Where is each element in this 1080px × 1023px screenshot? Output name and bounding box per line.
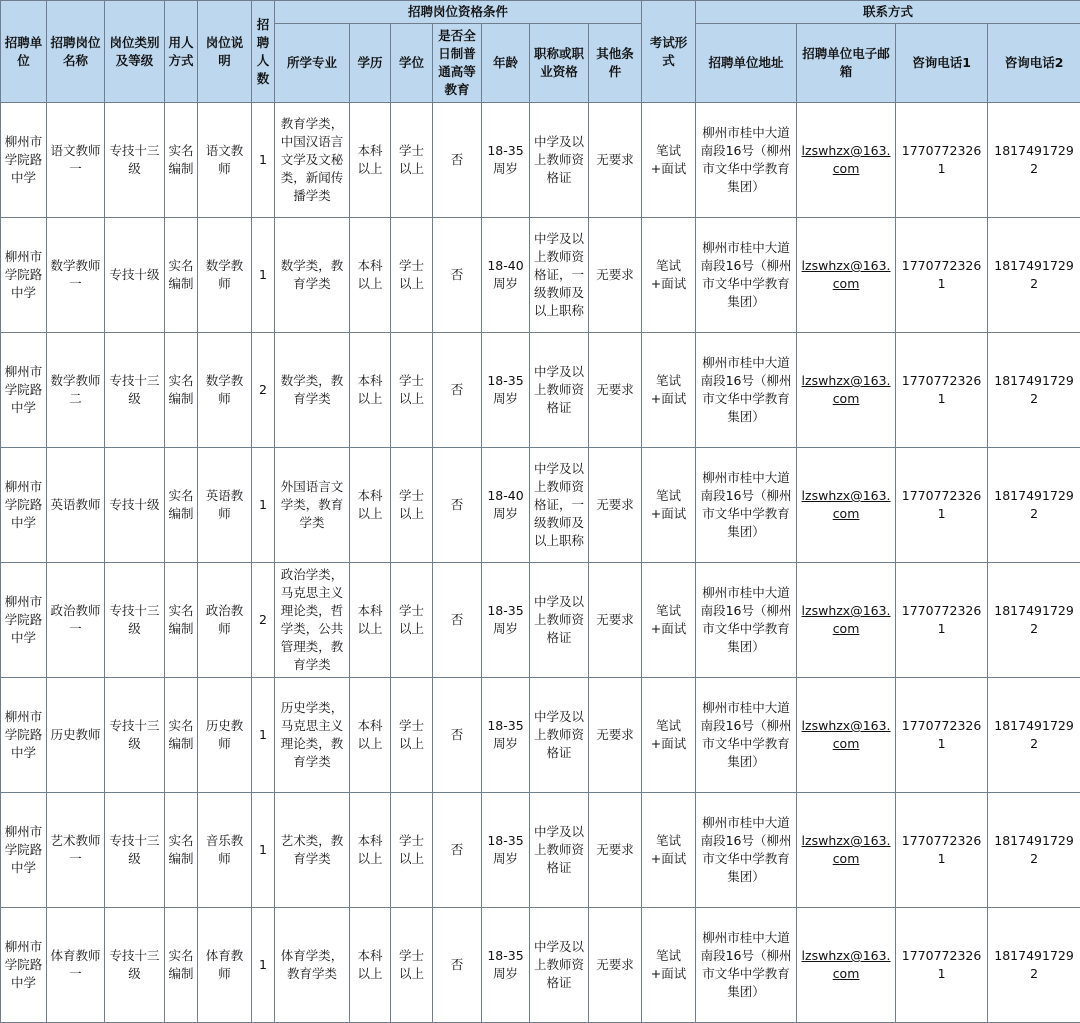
cell-exam: 笔试+面试 <box>642 563 696 678</box>
header-contact-group: 联系方式 <box>696 1 1080 24</box>
cell-desc: 数学教师 <box>198 218 252 333</box>
cell-level: 专技十三级 <box>105 103 165 218</box>
cell-address: 柳州市桂中大道南段16号（柳州市文华中学教育集团） <box>696 448 797 563</box>
header-major: 所学专业 <box>275 24 350 103</box>
cell-degree: 学士以上 <box>391 103 433 218</box>
cell-degree: 学士以上 <box>391 678 433 793</box>
cell-education: 本科以上 <box>350 678 391 793</box>
cell-position: 数学教师一 <box>47 218 105 333</box>
cell-other: 无要求 <box>589 218 642 333</box>
cell-fulltime: 否 <box>433 448 482 563</box>
cell-position: 艺术教师一 <box>47 793 105 908</box>
cell-address: 柳州市桂中大道南段16号（柳州市文华中学教育集团） <box>696 218 797 333</box>
cell-phone2: 18174917292 <box>988 793 1080 908</box>
header-fulltime: 是否全日制普通高等教育 <box>433 24 482 103</box>
cell-phone1: 17707723261 <box>896 448 988 563</box>
cell-email[interactable]: lzswhzx@163.com <box>797 793 896 908</box>
cell-title: 中学及以上教师资格证 <box>530 563 589 678</box>
cell-major: 政治学类，马克思主义理论类，哲学类，公共管理类，教育学类 <box>275 563 350 678</box>
cell-phone2: 18174917292 <box>988 563 1080 678</box>
table-row <box>1 333 1080 448</box>
cell-other: 无要求 <box>589 678 642 793</box>
cell-age: 18-35周岁 <box>482 103 530 218</box>
cell-level: 专技十级 <box>105 218 165 333</box>
cell-other: 无要求 <box>589 333 642 448</box>
cell-desc: 体育教师 <box>198 908 252 1023</box>
cell-phone2: 18174917292 <box>988 908 1080 1023</box>
cell-fulltime: 否 <box>433 793 482 908</box>
cell-employment: 实名编制 <box>165 218 198 333</box>
cell-age: 18-40周岁 <box>482 448 530 563</box>
cell-degree: 学士以上 <box>391 218 433 333</box>
cell-employment: 实名编制 <box>165 448 198 563</box>
cell-other: 无要求 <box>589 908 642 1023</box>
cell-employment: 实名编制 <box>165 678 198 793</box>
cell-title: 中学及以上教师资格证 <box>530 678 589 793</box>
cell-major: 教育学类，中国汉语言文学及文秘类，新闻传播学类 <box>275 103 350 218</box>
cell-phone1: 17707723261 <box>896 678 988 793</box>
cell-position: 政治教师一 <box>47 563 105 678</box>
cell-phone1: 17707723261 <box>896 563 988 678</box>
cell-other: 无要求 <box>589 563 642 678</box>
cell-count: 1 <box>252 103 275 218</box>
cell-phone2: 18174917292 <box>988 448 1080 563</box>
cell-employment: 实名编制 <box>165 793 198 908</box>
cell-major: 数学类，教育学类 <box>275 333 350 448</box>
cell-unit: 柳州市学院路中学 <box>1 333 47 448</box>
cell-major: 历史学类，马克思主义理论类，教育学类 <box>275 678 350 793</box>
cell-count: 1 <box>252 793 275 908</box>
header-other: 其他条件 <box>589 24 642 103</box>
cell-other: 无要求 <box>589 103 642 218</box>
header-position-name: 招聘岗位名称 <box>47 1 105 103</box>
cell-position: 历史教师 <box>47 678 105 793</box>
cell-desc: 音乐教师 <box>198 793 252 908</box>
cell-phone1: 17707723261 <box>896 103 988 218</box>
cell-email[interactable]: lzswhzx@163.com <box>797 563 896 678</box>
cell-email[interactable]: lzswhzx@163.com <box>797 908 896 1023</box>
header-title-cert: 职称或职业资格 <box>530 24 589 103</box>
cell-age: 18-40周岁 <box>482 218 530 333</box>
table-body <box>1 103 1080 1023</box>
cell-position: 英语教师 <box>47 448 105 563</box>
cell-position: 语文教师一 <box>47 103 105 218</box>
cell-title: 中学及以上教师资格证 <box>530 793 589 908</box>
cell-title: 中学及以上教师资格证 <box>530 908 589 1023</box>
cell-age: 18-35周岁 <box>482 678 530 793</box>
cell-phone2: 18174917292 <box>988 218 1080 333</box>
cell-unit: 柳州市学院路中学 <box>1 793 47 908</box>
cell-title: 中学及以上教师资格证 <box>530 333 589 448</box>
header-email: 招聘单位电子邮箱 <box>797 24 896 103</box>
cell-phone2: 18174917292 <box>988 103 1080 218</box>
cell-age: 18-35周岁 <box>482 793 530 908</box>
cell-count: 1 <box>252 908 275 1023</box>
header-unit: 招聘单位 <box>1 1 47 103</box>
cell-education: 本科以上 <box>350 563 391 678</box>
cell-email[interactable]: lzswhzx@163.com <box>797 448 896 563</box>
cell-level: 专技十三级 <box>105 333 165 448</box>
header-phone2: 咨询电话2 <box>988 24 1080 103</box>
table-row <box>1 448 1080 563</box>
cell-employment: 实名编制 <box>165 333 198 448</box>
cell-desc: 语文教师 <box>198 103 252 218</box>
cell-education: 本科以上 <box>350 448 391 563</box>
cell-phone2: 18174917292 <box>988 333 1080 448</box>
cell-phone1: 17707723261 <box>896 908 988 1023</box>
cell-position: 体育教师一 <box>47 908 105 1023</box>
cell-desc: 英语教师 <box>198 448 252 563</box>
cell-exam: 笔试+面试 <box>642 103 696 218</box>
cell-major: 外国语言文学类，教育学类 <box>275 448 350 563</box>
cell-degree: 学士以上 <box>391 448 433 563</box>
cell-phone1: 17707723261 <box>896 333 988 448</box>
cell-exam: 笔试+面试 <box>642 218 696 333</box>
cell-email[interactable]: lzswhzx@163.com <box>797 678 896 793</box>
cell-desc: 政治教师 <box>198 563 252 678</box>
header-qualification-group: 招聘岗位资格条件 <box>275 1 642 24</box>
cell-degree: 学士以上 <box>391 793 433 908</box>
cell-unit: 柳州市学院路中学 <box>1 908 47 1023</box>
cell-title: 中学及以上教师资格证，一级教师及以上职称 <box>530 218 589 333</box>
table-row <box>1 103 1080 218</box>
cell-age: 18-35周岁 <box>482 908 530 1023</box>
cell-fulltime: 否 <box>433 103 482 218</box>
cell-email[interactable]: lzswhzx@163.com <box>797 218 896 333</box>
cell-level: 专技十三级 <box>105 793 165 908</box>
cell-education: 本科以上 <box>350 908 391 1023</box>
header-age: 年龄 <box>482 24 530 103</box>
cell-major: 艺术类，教育学类 <box>275 793 350 908</box>
header-degree: 学位 <box>391 24 433 103</box>
cell-phone1: 17707723261 <box>896 793 988 908</box>
cell-unit: 柳州市学院路中学 <box>1 448 47 563</box>
cell-other: 无要求 <box>589 793 642 908</box>
cell-education: 本科以上 <box>350 793 391 908</box>
header-row-top <box>1 1 1080 24</box>
cell-email[interactable]: lzswhzx@163.com <box>797 103 896 218</box>
header-employment-type: 用人方式 <box>165 1 198 103</box>
header-category-level: 岗位类别及等级 <box>105 1 165 103</box>
cell-other: 无要求 <box>589 448 642 563</box>
table-row <box>1 563 1080 678</box>
cell-exam: 笔试+面试 <box>642 793 696 908</box>
cell-degree: 学士以上 <box>391 563 433 678</box>
cell-degree: 学士以上 <box>391 908 433 1023</box>
cell-major: 体育学类，教育学类 <box>275 908 350 1023</box>
cell-level: 专技十三级 <box>105 678 165 793</box>
cell-unit: 柳州市学院路中学 <box>1 563 47 678</box>
header-position-desc: 岗位说明 <box>198 1 252 103</box>
cell-exam: 笔试+面试 <box>642 678 696 793</box>
cell-fulltime: 否 <box>433 563 482 678</box>
table-row <box>1 218 1080 333</box>
cell-position: 数学教师二 <box>47 333 105 448</box>
table-row <box>1 678 1080 793</box>
cell-level: 专技十级 <box>105 448 165 563</box>
cell-major: 数学类，教育学类 <box>275 218 350 333</box>
table-row <box>1 908 1080 1023</box>
cell-desc: 历史教师 <box>198 678 252 793</box>
table-row <box>1 793 1080 908</box>
cell-exam: 笔试+面试 <box>642 908 696 1023</box>
cell-desc: 数学教师 <box>198 333 252 448</box>
cell-education: 本科以上 <box>350 103 391 218</box>
cell-education: 本科以上 <box>350 218 391 333</box>
cell-level: 专技十三级 <box>105 908 165 1023</box>
cell-fulltime: 否 <box>433 678 482 793</box>
cell-title: 中学及以上教师资格证，一级教师及以上职称 <box>530 448 589 563</box>
cell-unit: 柳州市学院路中学 <box>1 678 47 793</box>
cell-email[interactable]: lzswhzx@163.com <box>797 333 896 448</box>
cell-degree: 学士以上 <box>391 333 433 448</box>
cell-address: 柳州市桂中大道南段16号（柳州市文华中学教育集团） <box>696 678 797 793</box>
cell-address: 柳州市桂中大道南段16号（柳州市文华中学教育集团） <box>696 908 797 1023</box>
cell-fulltime: 否 <box>433 218 482 333</box>
header-headcount: 招聘人数 <box>252 1 275 103</box>
cell-count: 2 <box>252 333 275 448</box>
cell-count: 1 <box>252 448 275 563</box>
cell-exam: 笔试+面试 <box>642 448 696 563</box>
cell-address: 柳州市桂中大道南段16号（柳州市文华中学教育集团） <box>696 333 797 448</box>
cell-education: 本科以上 <box>350 333 391 448</box>
header-phone1: 咨询电话1 <box>896 24 988 103</box>
cell-unit: 柳州市学院路中学 <box>1 103 47 218</box>
cell-fulltime: 否 <box>433 333 482 448</box>
cell-address: 柳州市桂中大道南段16号（柳州市文华中学教育集团） <box>696 563 797 678</box>
cell-employment: 实名编制 <box>165 103 198 218</box>
cell-level: 专技十三级 <box>105 563 165 678</box>
cell-count: 1 <box>252 678 275 793</box>
header-address: 招聘单位地址 <box>696 24 797 103</box>
header-exam-form: 考试形式 <box>642 1 696 103</box>
cell-exam: 笔试+面试 <box>642 333 696 448</box>
cell-title: 中学及以上教师资格证 <box>530 103 589 218</box>
cell-employment: 实名编制 <box>165 563 198 678</box>
cell-count: 1 <box>252 218 275 333</box>
header-education: 学历 <box>350 24 391 103</box>
cell-employment: 实名编制 <box>165 908 198 1023</box>
cell-fulltime: 否 <box>433 908 482 1023</box>
cell-count: 2 <box>252 563 275 678</box>
cell-address: 柳州市桂中大道南段16号（柳州市文华中学教育集团） <box>696 793 797 908</box>
cell-age: 18-35周岁 <box>482 563 530 678</box>
cell-phone1: 17707723261 <box>896 218 988 333</box>
cell-phone2: 18174917292 <box>988 678 1080 793</box>
cell-address: 柳州市桂中大道南段16号（柳州市文华中学教育集团） <box>696 103 797 218</box>
cell-unit: 柳州市学院路中学 <box>1 218 47 333</box>
cell-age: 18-35周岁 <box>482 333 530 448</box>
